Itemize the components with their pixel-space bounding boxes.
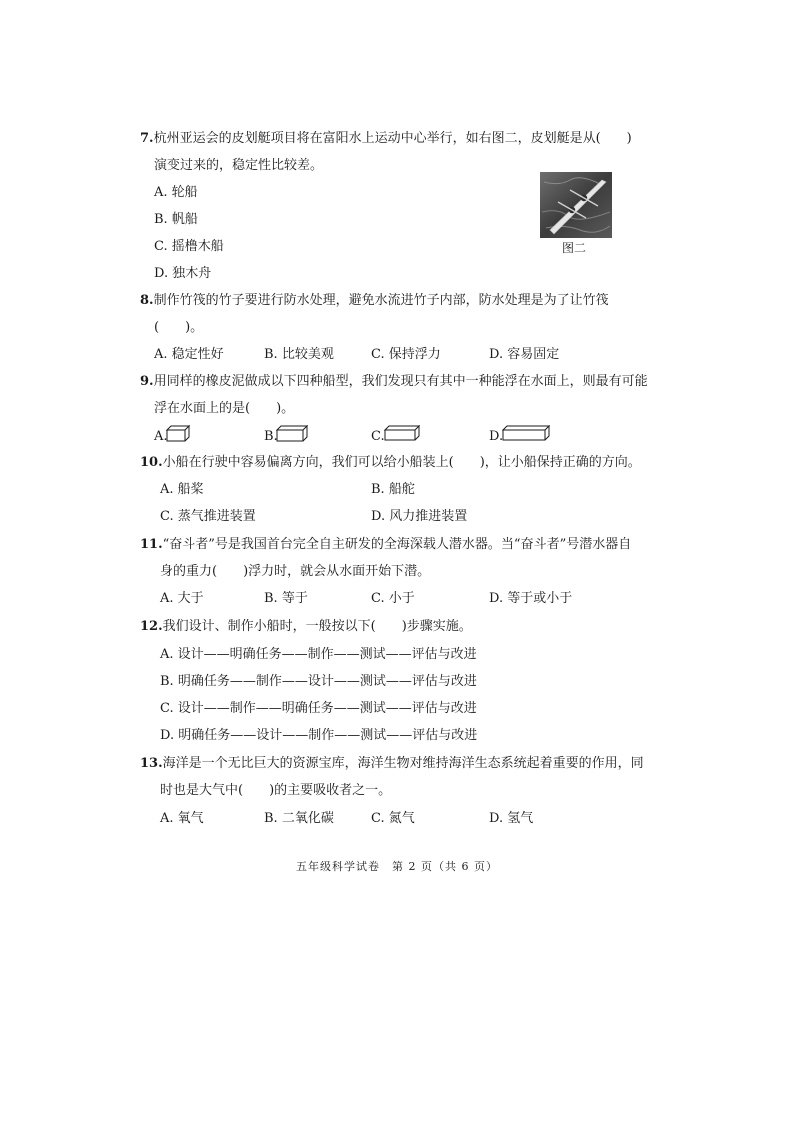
- q7-option-a: A. 轮船: [154, 185, 198, 200]
- q8-number: 8.: [140, 293, 154, 308]
- q9-option-a: A.: [154, 429, 168, 444]
- q10-line1: 10.小船在行驶中容易偏离方向，我们可以给小船装上( )，让小船保持正确的方向。: [140, 455, 641, 470]
- q12-option-b: B. 明确任务——制作——设计——测试——评估与改进: [160, 674, 477, 689]
- q8-option-a: A. 稳定性好: [154, 347, 224, 362]
- q13-option-d: D. 氢气: [489, 811, 534, 826]
- q13-option-a: A. 氧气: [160, 811, 204, 826]
- q11-number: 11.: [140, 537, 163, 552]
- figure-2-caption: 图二: [562, 241, 587, 255]
- q10-option-a: A. 船桨: [160, 482, 204, 497]
- q7-line2: 演变过来的，稳定性比较差。: [154, 158, 324, 173]
- q8-option-c: C. 保持浮力: [371, 347, 441, 362]
- q10-number: 10.: [140, 455, 163, 470]
- q8-option-d: D. 容易固定: [489, 347, 560, 362]
- q12-option-a: A. 设计——明确任务——制作——测试——评估与改进: [160, 647, 477, 662]
- boat-shape-c-icon: [384, 425, 420, 441]
- q9-option-d: D.: [489, 429, 504, 444]
- q8-line2: ( )。: [154, 320, 204, 335]
- q9-option-b: B.: [264, 429, 278, 444]
- q12-option-c: C. 设计——制作——明确任务——测试——评估与改进: [160, 701, 477, 716]
- q13-line1: 13.海洋是一个无比巨大的资源宝库，海洋生物对维持海洋生态系统起着重要的作用，同: [140, 756, 644, 771]
- q13-number: 13.: [140, 756, 163, 771]
- boat-shape-a-icon: [166, 424, 190, 442]
- q10-option-d: D. 风力推进装置: [371, 509, 468, 524]
- q9-line2: 浮在水面上的是( )。: [154, 401, 295, 416]
- q8-option-b: B. 比较美观: [264, 347, 334, 362]
- q9-line1: 9.用同样的橡皮泥做成以下四种船型，我们发现只有其中一种能浮在水面上，则最有可能: [140, 374, 648, 389]
- q13-option-b: B. 二氧化碳: [264, 811, 334, 826]
- q11-line1: 11.“奋斗者”号是我国首台完全自主研发的全海深载人潜水器。当“奋斗者”号潜水器自: [140, 537, 632, 552]
- q10-option-c: C. 蒸气推进装置: [160, 509, 256, 524]
- q12-number: 12.: [140, 619, 163, 634]
- boat-shape-b-icon: [276, 424, 308, 442]
- q11-option-b: B. 等于: [264, 591, 308, 606]
- page-footer: 五年级科学试卷 第 2 页（共 6 页）: [296, 860, 498, 873]
- boat-shape-d-icon: [502, 425, 550, 441]
- q8-line1: 8.制作竹筏的竹子要进行防水处理，避免水流进竹子内部，防水处理是为了让竹筏: [140, 293, 609, 308]
- q7-option-d: D. 独木舟: [154, 266, 212, 281]
- kayak-photo: [540, 172, 612, 238]
- q13-option-c: C. 氮气: [371, 811, 415, 826]
- q7-number: 7.: [140, 131, 154, 146]
- q7-option-c: C. 摇橹木船: [154, 239, 224, 254]
- q11-option-a: A. 大于: [160, 591, 204, 606]
- q7-option-b: B. 帆船: [154, 212, 198, 227]
- q13-line2: 时也是大气中( )的主要吸收者之一。: [160, 783, 392, 798]
- q12-option-d: D. 明确任务——设计——制作——测试——评估与改进: [160, 728, 478, 743]
- q11-option-d: D. 等于或小于: [489, 591, 573, 606]
- q11-option-c: C. 小于: [371, 591, 415, 606]
- q12-line1: 12.我们设计、制作小船时，一般按以下( )步骤实施。: [140, 619, 472, 634]
- q10-option-b: B. 船舵: [371, 482, 415, 497]
- q9-number: 9.: [140, 374, 154, 389]
- q9-option-c: C.: [371, 429, 385, 444]
- q11-line2: 身的重力( )浮力时，就会从水面开始下潜。: [160, 564, 431, 579]
- q7-line1: 7.杭州亚运会的皮划艇项目将在富阳水上运动中心举行，如右图二，皮划艇是从( ): [140, 131, 632, 146]
